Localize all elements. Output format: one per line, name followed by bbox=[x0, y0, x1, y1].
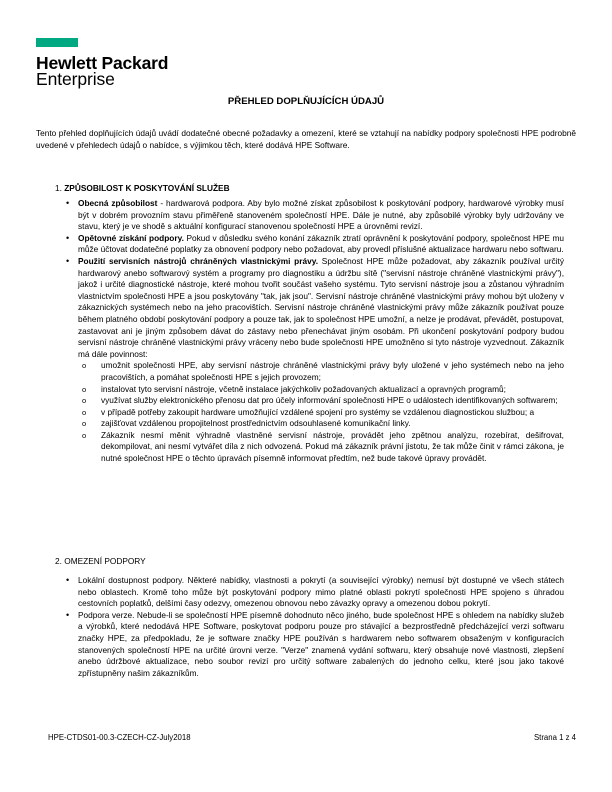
list-item-version-support bbox=[66, 610, 564, 680]
item-term: Lokální dostupnost podpory. bbox=[78, 575, 185, 585]
section-2-list bbox=[66, 575, 564, 679]
section-2-number: 2. bbox=[55, 556, 62, 566]
item-term: Opětovné získání podpory. bbox=[78, 232, 184, 243]
list-item-local-availability bbox=[66, 575, 564, 610]
list-item-reinstatement bbox=[66, 233, 564, 256]
item-term: Obecná způsobilost bbox=[78, 198, 158, 208]
section-1-number: 1. bbox=[55, 183, 62, 193]
section-1-heading bbox=[55, 183, 230, 194]
item-text: Některé nabídky, vlastnosti a pokrytí (a související výrobky) nemusí být dostupné ve všech státech nebo oblastech. Kromě toho může být poskytování podpory mimo platné oblasti pokrytí společnosti HPE spojeno s úhradou cestovních poplatků, delšími časy odezvy, omezenou obnovou nebo závazky opravy a omezenou dobou pokrytí. bbox=[78, 575, 564, 609]
sublist-item: o zajišťovat vzdálenou propojitelnost prostřednictvím odsouhlasené komunikační linky. bbox=[78, 418, 564, 430]
sublist-item: o Zákazník nesmí měnit výhradně vlastněné servisní nástroje, provádět jeho zpětnou analýzu, rozebírat, dešifrovat, dekompilovat, ani nesmí vytvářet díla z nich odvozená. Pokud má zákazník právní jistotu, že tak může činit v rámci zákona, je nutné společnost HPE o těchto úpravách písemně informovat předtím, než bude takové úpravy provádět. bbox=[78, 430, 564, 465]
list-item-proprietary-tools bbox=[66, 256, 564, 465]
obligations-sublist bbox=[78, 360, 564, 464]
section-1-title: ZPŮSOBILOST K POSKYTOVÁNÍ SLUŽEB bbox=[64, 183, 230, 193]
footer-page-number: Strana 1 z 4 bbox=[533, 733, 576, 742]
document-title: PŘEHLED DOPLŇUJÍCÍCH ÚDAJŮ bbox=[227, 96, 385, 107]
sublist-item: o využívat služby elektronického přenosu dat pro účely informování společnosti HPE o událostech identifikovaných softwarem; bbox=[78, 395, 564, 407]
item-text: - hardwarová podpora. Aby bylo možné získat způsobilost k poskytování podpory, hardwarové výrobky musí být v dobrém provozním stavu přiměřeně stanoveném společností HPE. Dále je nutné, aby způsobilé výrobky byly udržovány ve stavu, který je ve shodě s aktuální konfigurací stanovenou společností HPE a úrovněmi revizí. bbox=[78, 198, 564, 232]
item-term: Podpora verze. bbox=[78, 609, 135, 620]
item-text: Společnost HPE může požadovat, aby zákazník používal určitý hardwarový anebo softwarový systém a programy pro diagnostiku a údržbu sítě ("servisní nástroje chráněné vlastnickými právy"), jakož i určité diagnostické nástroje, které mohou tvořit součást vašeho systému. Tyto servisní nástroje jsou a zůstanou výhradním vlastnictvím společnosti HPE a jsou poskytovány "tak, jak jsou". Servisní nástroje chráněné vlastnickými právy mohou být uloženy v zákaznických systémech nebo na jeho pracovištích. Servisní nástroje chráněné vlastnickými právy může zákazník používat pouze během platného období poskytování podpory a pouze tak, jak to společnost HPE umožní, a nelze je prodávat, převádět, postupovat, zastavovat ani je jiným způsobem dávat do zástavy nebo přenechávat jiným osobám. Při ukončení poskytování podpory budou servisní nástroje chráněné vlastnickými právy vráceny nebo bude společnosti HPE umožněno si tyto nástroje vyzvednout. Zákazník má dále povinnost: bbox=[78, 255, 564, 359]
item-term: Použití servisních nástrojů chráněných vlastnickými právy. bbox=[78, 255, 319, 266]
section-1-list bbox=[66, 198, 564, 465]
footer-document-id: HPE-CTDS01-00.3-CZECH-CZ-July2018 bbox=[48, 733, 191, 742]
section-2-title: OMEZENÍ PODPORY bbox=[64, 556, 146, 566]
intro-paragraph: Tento přehled doplňujících údajů uvádí dodatečné obecné požadavky a omezení, které se vztahují na nabídky podpory společnosti HPE podrobně uvedené v přehledech údajů o nabídce, s výjimkou těch, které dodává HPE Software. bbox=[36, 128, 576, 150]
sublist-item: o instalovat tyto servisní nástroje, včetně instalace jakýchkoliv požadovaných aktualizací a opravných programů; bbox=[78, 384, 564, 396]
logo-text-line2: Enterprise bbox=[36, 69, 115, 89]
item-text: Pokud v důsledku svého konání zákazník ztratí oprávnění k poskytování podpory, společnost HPE mu může účtovat dodatečné poplatky za obnovení podpory nebo požadovat, aby provedl příslušné aktualizace hardwaru nebo softwaru. bbox=[78, 232, 564, 255]
logo-text-line1: Hewlett Packard bbox=[36, 53, 169, 73]
hpe-logo-bar bbox=[36, 38, 78, 47]
section-2-heading bbox=[55, 556, 146, 567]
sublist-item: o v případě potřeby zakoupit hardware umožňující vzdálené spojení pro systémy se vzdálenou diagnostickou službou; a bbox=[78, 407, 564, 419]
sublist-item: o umožnit společnosti HPE, aby servisní nástroje chráněné vlastnickými právy byly uložené v jeho systémech nebo na jeho pracovištích, a pomáhat společnosti HPE s jejich provozem; bbox=[78, 360, 564, 383]
list-item-general-eligibility bbox=[66, 198, 564, 233]
item-text: Nebude-li se společností HPE písemně dohodnuto něco jiného, bude společnost HPE s ohledem na nabídky služeb a výrobků, které nedodává HPE Software, poskytovat podporu pouze pro stávající a bezprostředně předcházející verzi softwaru značky HPE, za předpokladu, že je software značky HPE používán s hardwarem nebo softwarem obsaženým v konfiguracích stanovených společností HPE na určité úrovni verze. "Verze" znamená vydání softwaru, který obsahuje nové vlastnosti, zlepšení anebo údržbové aktualizace, nebo soubor revizí pro určitý software zabalených do jednoho celku, které jsou jako takové zpřístupněny našim zákazníkům. bbox=[78, 609, 564, 678]
